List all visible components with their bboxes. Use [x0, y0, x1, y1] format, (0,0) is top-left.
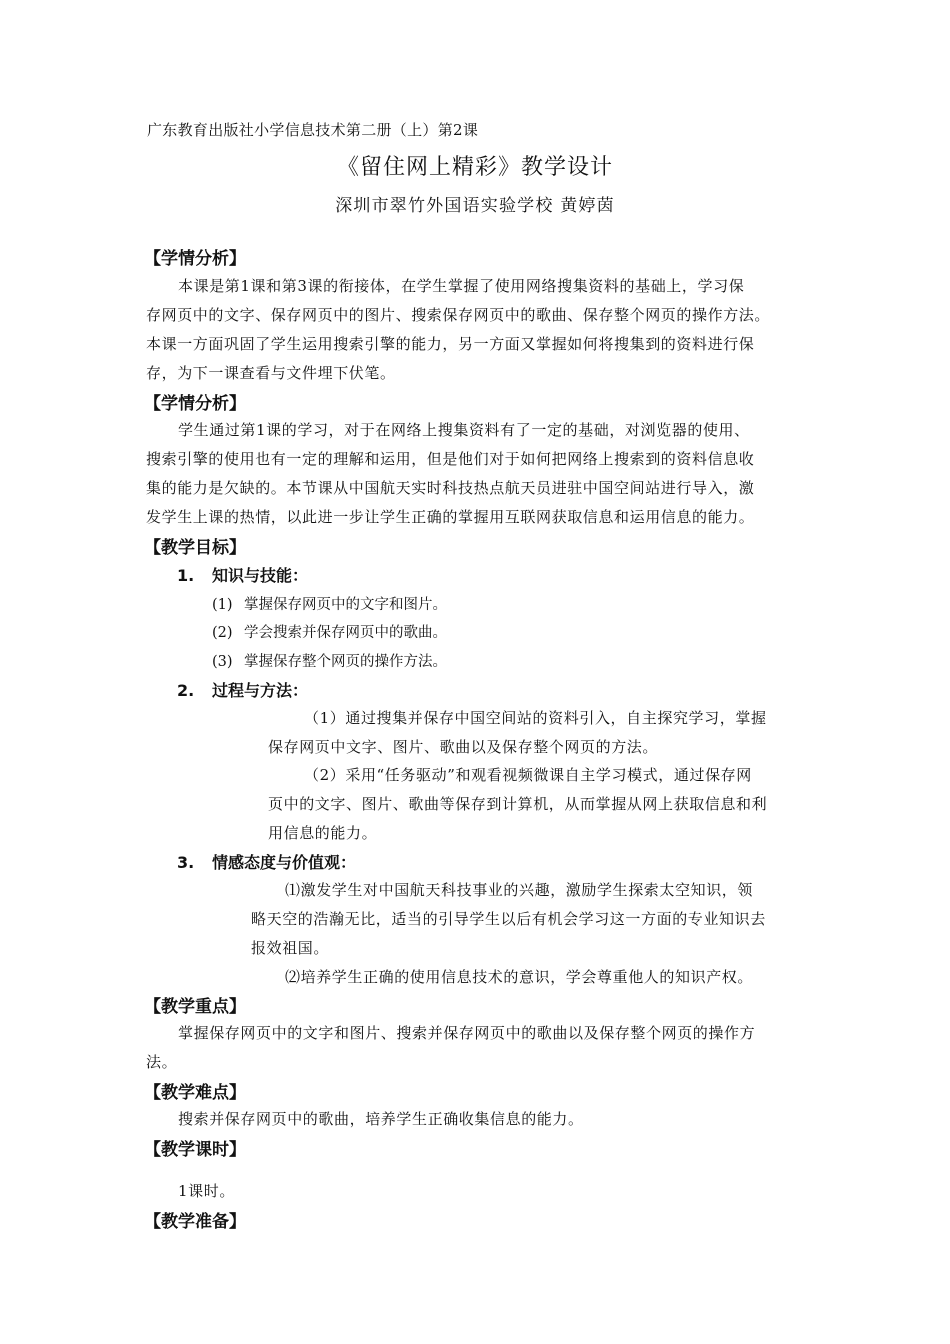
goal-number: 2. [177, 681, 195, 700]
goal-label: 知识与技能： [212, 566, 309, 585]
paragraph-line: 掌握保存网页中的文字和图片、搜索并保存网页中的歌曲以及保存整个网页的操作方 [178, 1024, 756, 1042]
goal-attitude-heading [177, 850, 356, 873]
list-item: (1) 掌握保存网页中的文字和图片。 [212, 597, 447, 613]
section-heading-difficulties: 【教学难点】 [144, 1083, 246, 1103]
paragraph-line: 略天空的浩瀚无比，适当的引导学生以后有机会学习这一方面的专业知识去 [251, 910, 766, 928]
list-item: (3) 掌握保存整个网页的操作方法。 [212, 654, 447, 670]
paragraph-line: 搜索并保存网页中的歌曲，培养学生正确收集信息的能力。 [178, 1110, 584, 1128]
paragraph-line: 本课是第1课和第3课的衔接体，在学生掌握了使用网络搜集资料的基础上，学习保 [178, 277, 745, 295]
section-heading-class-hours: 【教学课时】 [144, 1140, 246, 1160]
paragraph-line: （2）采用“任务驱动”和观看视频微课自主学习模式，通过保存网 [304, 766, 752, 784]
paragraph-line: ⑵培养学生正确的使用信息技术的意识，学会尊重他人的知识产权。 [285, 968, 754, 986]
goal-label: 过程与方法： [212, 681, 309, 700]
document-title: 《留住网上精彩》教学设计 [336, 155, 613, 180]
paragraph-line: 发学生上课的热情，以此进一步让学生正确的掌握用互联网获取信息和运用信息的能力。 [146, 508, 755, 526]
paragraph-line: 搜索引擎的使用也有一定的理解和运用，但是他们对于如何把网络上搜索到的资料信息收 [146, 450, 755, 468]
paragraph-line: 保存网页中文字、图片、歌曲以及保存整个网页的方法。 [268, 738, 659, 756]
section-heading-analysis-2: 【学情分析】 [144, 394, 246, 414]
paragraph-line: ⑴激发学生对中国航天科技事业的兴趣，激励学生探索太空知识，领 [285, 881, 754, 899]
goal-number: 3. [177, 853, 195, 872]
paragraph-line: 存网页中的文字、保存网页中的图片、搜索保存网页中的歌曲、保存整个网页的操作方法。 [146, 306, 771, 324]
paragraph-line: 存，为下一课查看与文件埋下伏笔。 [146, 364, 396, 382]
list-item: (2) 学会搜索并保存网页中的歌曲。 [212, 625, 447, 641]
section-heading-preparation: 【教学准备】 [144, 1212, 246, 1232]
goal-label: 情感态度与价值观： [212, 853, 357, 872]
publisher-line: 广东教育出版社小学信息技术第二册（上）第2课 [147, 121, 479, 139]
paragraph-line: 学生通过第1课的学习，对于在网络上搜集资料有了一定的基础，对浏览器的使用、 [178, 421, 750, 439]
paragraph-line: 用信息的能力。 [268, 824, 378, 842]
goal-knowledge-heading [177, 563, 308, 586]
paragraph-line: 页中的文字、图片、歌曲等保存到计算机，从而掌握从网上获取信息和利 [268, 795, 768, 813]
author-line: 深圳市翠竹外国语实验学校 黄婷茵 [335, 196, 615, 216]
goal-number: 1. [177, 566, 195, 585]
goal-process-heading [177, 678, 308, 701]
paragraph-line: 报效祖国。 [251, 939, 330, 957]
section-heading-objectives: 【教学目标】 [144, 538, 246, 558]
paragraph-line: 本课一方面巩固了学生运用搜索引擎的能力，另一方面又掌握如何将搜集到的资料进行保 [146, 335, 755, 353]
paragraph-line: 1课时。 [178, 1182, 235, 1200]
section-heading-analysis-1: 【学情分析】 [144, 249, 246, 269]
paragraph-line: 法。 [146, 1053, 178, 1071]
paragraph-line: 集的能力是欠缺的。本节课从中国航天实时科技热点航天员进驻中国空间站进行导入，激 [146, 479, 755, 497]
section-heading-key-points: 【教学重点】 [144, 997, 246, 1017]
paragraph-line: （1）通过搜集并保存中国空间站的资料引入，自主探究学习，掌握 [304, 709, 767, 727]
